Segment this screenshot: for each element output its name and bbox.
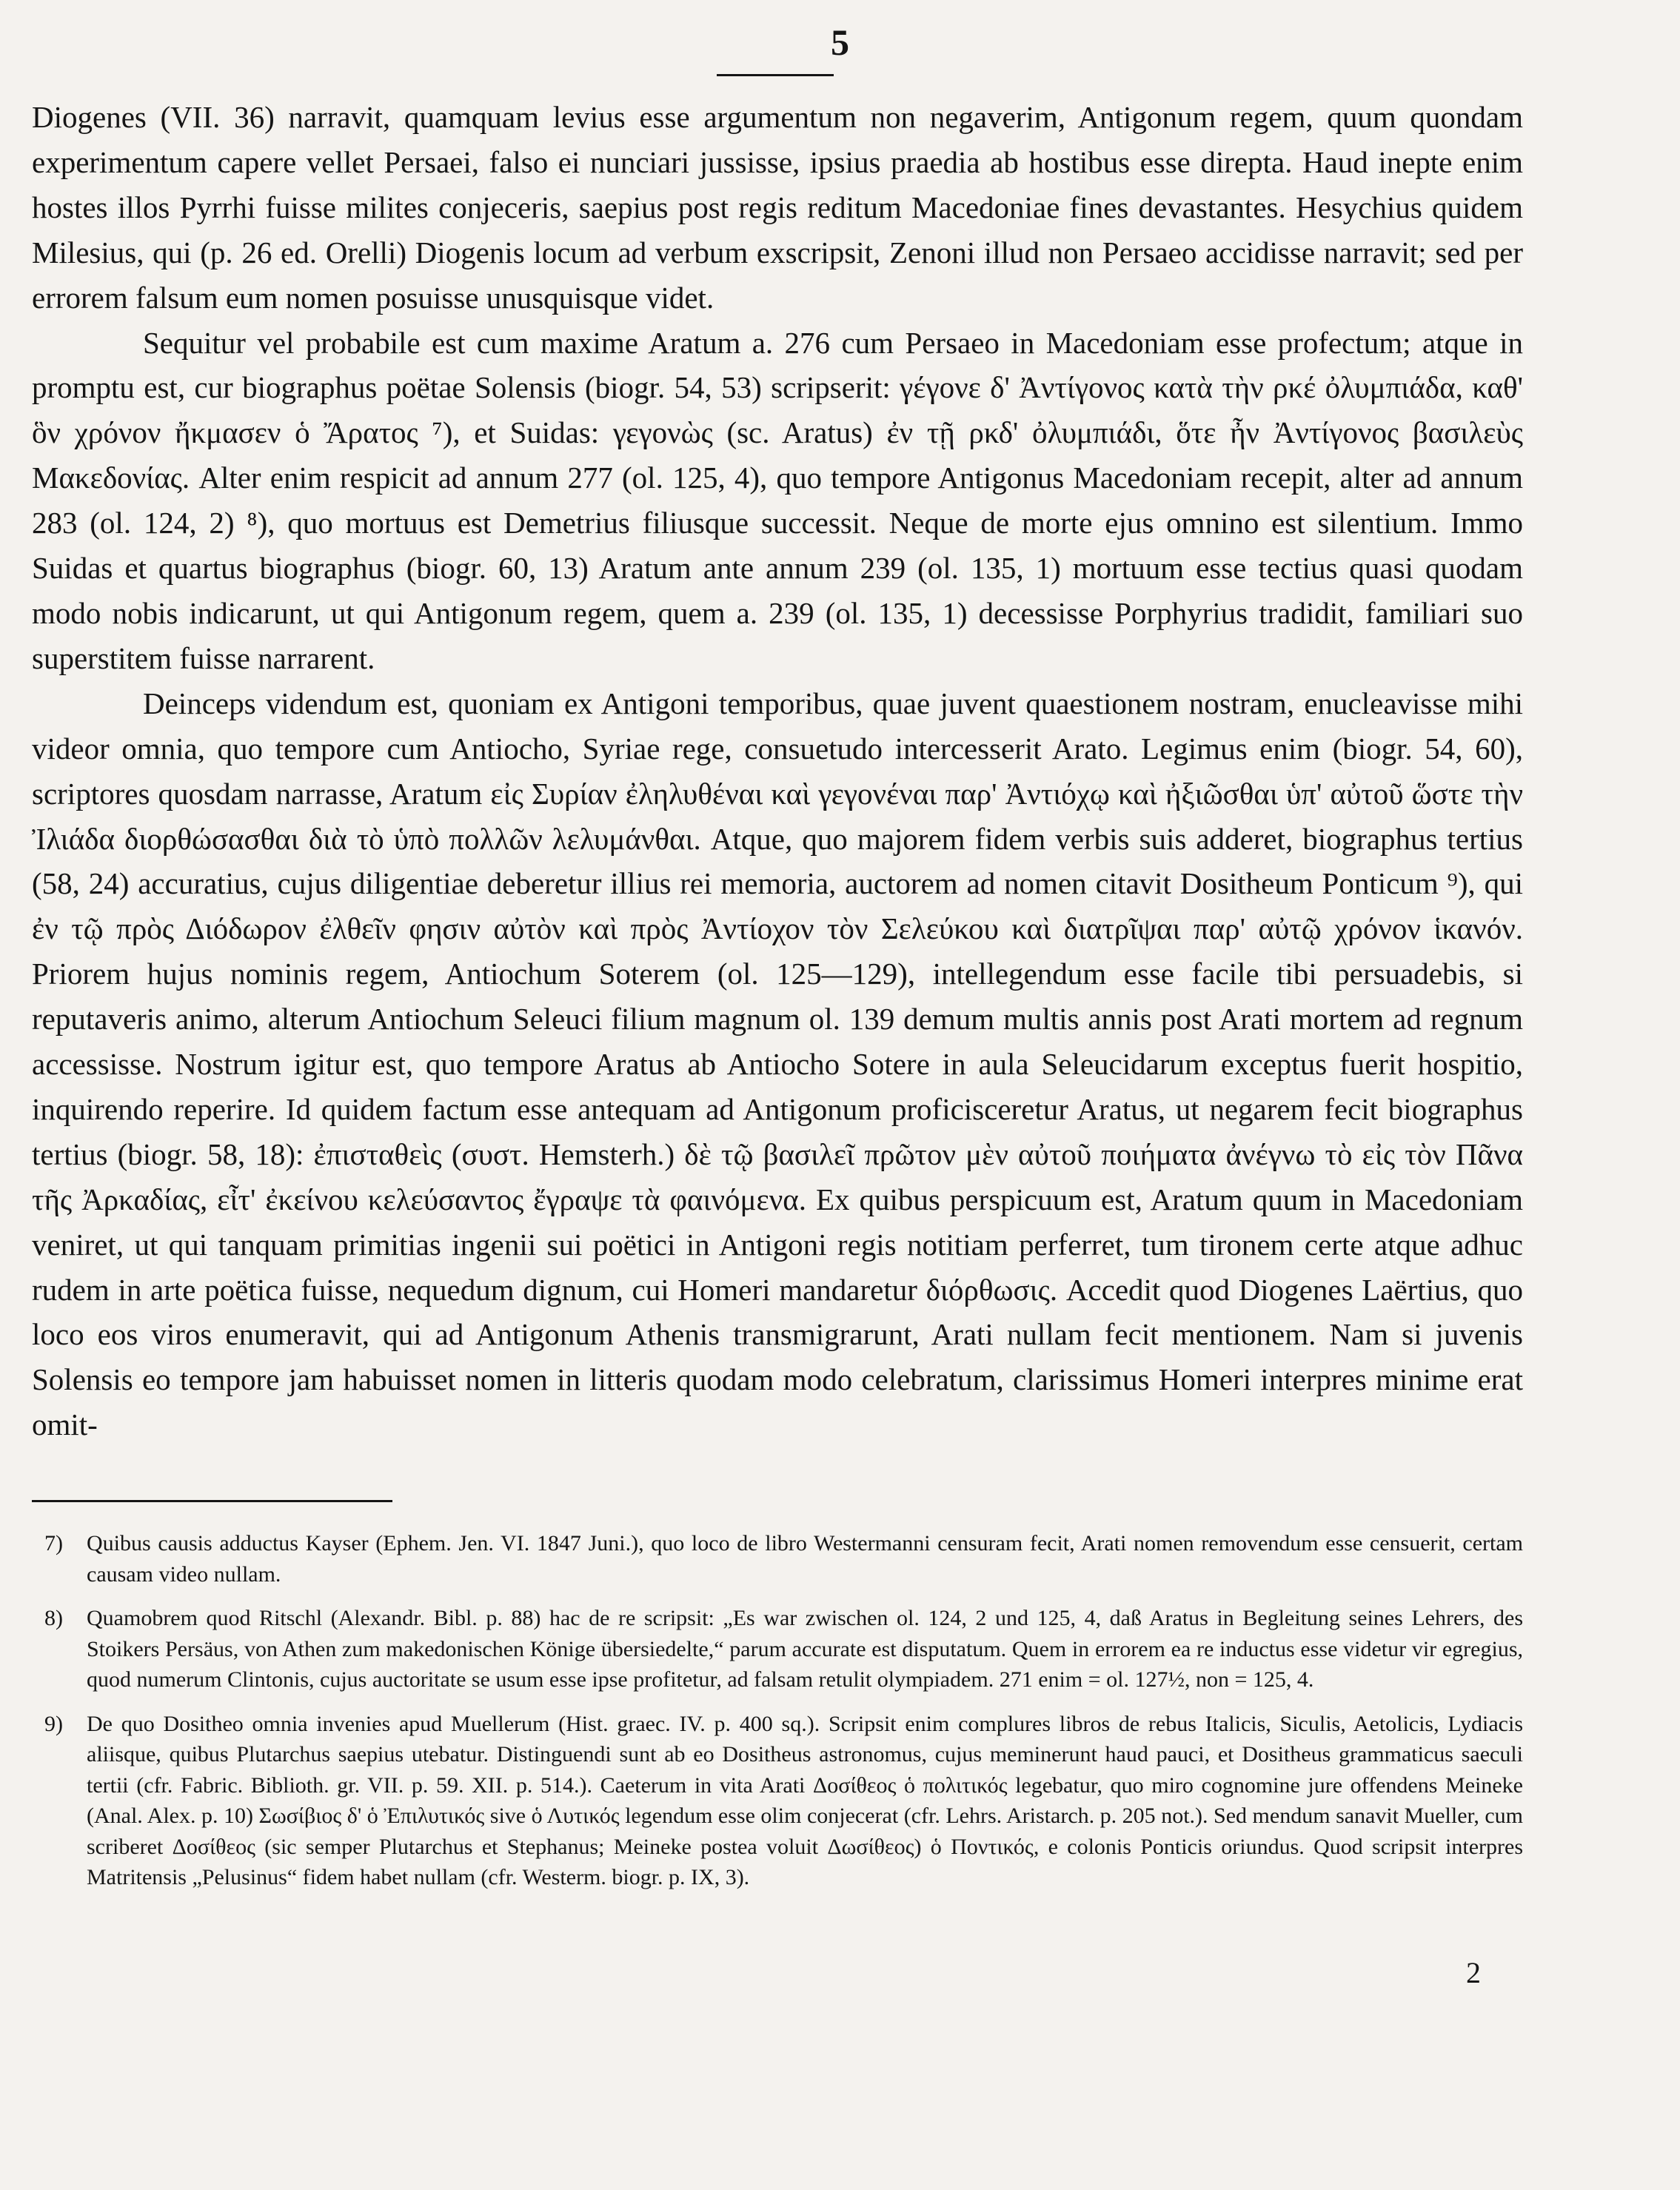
page-number: 5 [831, 21, 849, 63]
footnote-text: De quo Dositheo omnia invenies apud Muellerum (Hist. graec. IV. p. 400 sq.). Scripsit enim complures libros de rebus Italicis, Siculis, Aetolicis, Lydiacis aliisque, quibus Plutarchus saepius utebatur. Distinguendi sunt ab eo Dositheus astronomus, cujus meminerunt haud pauci, et Dositheus grammaticus saeculi tertii (cfr. Fabric. Biblioth. gr. VII. p. 59. XII. p. 514.). Caeterum in vita Arati Δοσίθεος ὁ πολιτικός legebatur, quo miro cognomine jure offendens Meineke (Anal. Alex. p. 10) Σωσίβιος δ' ὁ Ἐπιλυτικός sive ὁ Λυτικός legendum esse olim conjecerat (cfr. Lehrs. Aristarch. p. 205 not.). Sed mendum sanavit Mueller, cum scriberet Δοσίθεος (sic semper Plutarchus et Stephanus; Meineke postea voluit Δωσίθεος) ὁ Ποντικός, e colonis Ponticis oriundus. Quod scripsit interpres Matritensis „Pelusinus“ fidem habet nullam (cfr. Westerm. biogr. p. IX, 3). [87, 1711, 1523, 1889]
footnote-text: Quamobrem quod Ritschl (Alexandr. Bibl. p. 88) hac de re scripsit: „Es war zwischen ol. 124, 2 und 125, 4, daß Aratus in Begleitung seines Lehrers, des Stoikers Persäus, von Athen zum makedonischen Könige übersiedelte,“ parum accurate est disputatum. Quem in errorem ea re inductus esse videtur vir egregius, quod numerum Clintonis, cujus auctoritate se usum esse ipse profitetur, ad falsam retulit olympiadem. 271 enim = ol. 127½, non = 125, 4. [87, 1606, 1523, 1692]
paragraph: Diogenes (VII. 36) narravit, quamquam levius esse argumentum non negaverim, Antigonum regem, quum quondam experimentum capere vellet Persaei, falso ei nunciari jussisse, ipsius praedia ab hostibus esse direpta. Haud inepte enim hostes illos Pyrrhi fuisse milites conjeceris, saepius post regis reditum Macedoniae fines devastantes. Hesychius quidem Milesius, qui (p. 26 ed. Orelli) Diogenis locum ad verbum exscripsit, Zenoni illud non Persaeo accidisse narravit; sed per errorem falsum eum nomen posuisse unusquisque videt. [32, 100, 1523, 315]
paragraph: Sequitur vel probabile est cum maxime Aratum a. 276 cum Persaeo in Macedoniam esse profectum; atque in promptu est, cur biographus poëtae Solensis (biogr. 54, 53) scripserit: γέγονε δ' Ἀντίγονος κατὰ τὴν ρκέ ὀλυμπιάδα, καθ' ὃν χρόνον ἤκμασεν ὁ Ἄρατος ⁷), et Suidas: γεγονὼς (sc. Aratus) ἐν τῇ ρκδ' ὀλυμπιάδι, ὅτε ἦν Ἀντίγονος βασιλεὺς Μακεδονίας. Alter enim respicit ad annum 277 (ol. 125, 4), quo tempore Antigonus Macedoniam recepit, alter ad annum 283 (ol. 124, 2) ⁸), quo mortuus est Demetrius filiusque successit. Neque de morte ejus omnino est silentium. Immo Suidas et quartus biographus (biogr. 60, 13) Aratum ante annum 239 (ol. 135, 1) mortuum esse tectius quasi quodam modo nobis indicarunt, ut qui Antigonum regem, quem a. 239 (ol. 135, 1) decessisse Porphyrius tradidit, familiari suo superstitem fuisse narrarent. [32, 325, 1523, 675]
footnotes [44, 1528, 1523, 1906]
footnote-text: Quibus causis adductus Kayser (Ephem. Jen. VI. 1847 Juni.), quo loco de libro Westermanni censuram fecit, Arati nomen removendum esse censuerit, certam causam video nullam. [87, 1531, 1523, 1587]
footnote-divider [32, 1500, 392, 1502]
paragraph: Deinceps videndum est, quoniam ex Antigoni temporibus, quae juvent quaestionem nostram, enucleavisse mihi videor omnia, quo tempore cum Antiocho, Syriae rege, consuetudo intercesserit Arato. Legimus enim (biogr. 54, 60), scriptores quosdam narrasse, Aratum εἰς Συρίαν ἐληλυθέναι καὶ γεγονέναι παρ' Ἀντιόχῳ καὶ ἠξιῶσθαι ὑπ' αὐτοῦ ὥστε τὴν Ἰλιάδα διορθώσασθαι διὰ τὸ ὑπὸ πολλῶν λελυμάνθαι. Atque, quo majorem fidem verbis suis adderet, biographus tertius (58, 24) accuratius, cujus diligentiae deberetur illius rei memoria, auctorem ad nomen citavit Dositheum Ponticum ⁹), qui ἐν τῷ πρὸς Διόδωρον ἐλθεῖν φησιν αὐτὸν καὶ πρὸς Ἀντίοχον τὸν Σελεύκου καὶ διατρῖψαι παρ' αὐτῷ χρόνον ἱκανόν. Priorem hujus nominis regem, Antiochum Soterem (ol. 125—129), intellegendum esse facile tibi persuadebis, si reputaveris animo, alterum Antiochum Seleuci filium magnum ol. 139 demum multis annis post Arati mortem ad regnum accessisse. Nostrum igitur est, quo tempore Aratus ab Antiocho Sotere in aula Seleucidarum exceptus fuerit hospitio, inquirendo reperire. Id quidem factum esse antequam ad Antigonum proficisceretur Aratus, ut negarem fecit biographus tertius (biogr. 58, 18): ἐπισταθεὶς (συστ. Hemsterh.) δὲ τῷ βασιλεῖ πρῶτον μὲν αὐτοῦ ποιήματα ἀνέγνω τὸ εἰς τὸν Πᾶνα τῆς Ἀρκαδίας, εἶτ' ἐκείνου κελεύσαντος ἔγραψε τὰ φαινόμενα. Ex quibus perspicuum est, Aratum quum in Macedoniam veniret, ut qui tanquam primitias ingenii sui poëtici in Antigoni regis notitiam perferret, tum tironem certe atque adhuc rudem in arte poëtica fuisse, nequedum dignum, cui Homeri mandaretur διόρθωσις. Accedit quod Diogenes Laërtius, quo loco eos viros enumeravit, qui ad Antigonum Athenis transmigrarunt, Arati nullam fecit mentionem. Nam si juvenis Solensis eo tempore jam habuisset nomen in litteris quodam modo celebratum, clarissimus Homeri interpres minime erat omit- [32, 686, 1523, 1442]
signature-mark: 2 [1466, 1956, 1481, 1989]
footnote [44, 1709, 1523, 1893]
footnote-number: 8) [44, 1606, 63, 1630]
header-rule [717, 74, 834, 76]
footnote [44, 1528, 1523, 1590]
body-text [32, 95, 1523, 1447]
footnote-number: 7) [44, 1531, 63, 1556]
footnote [44, 1603, 1523, 1695]
footnote-number: 9) [44, 1711, 63, 1736]
